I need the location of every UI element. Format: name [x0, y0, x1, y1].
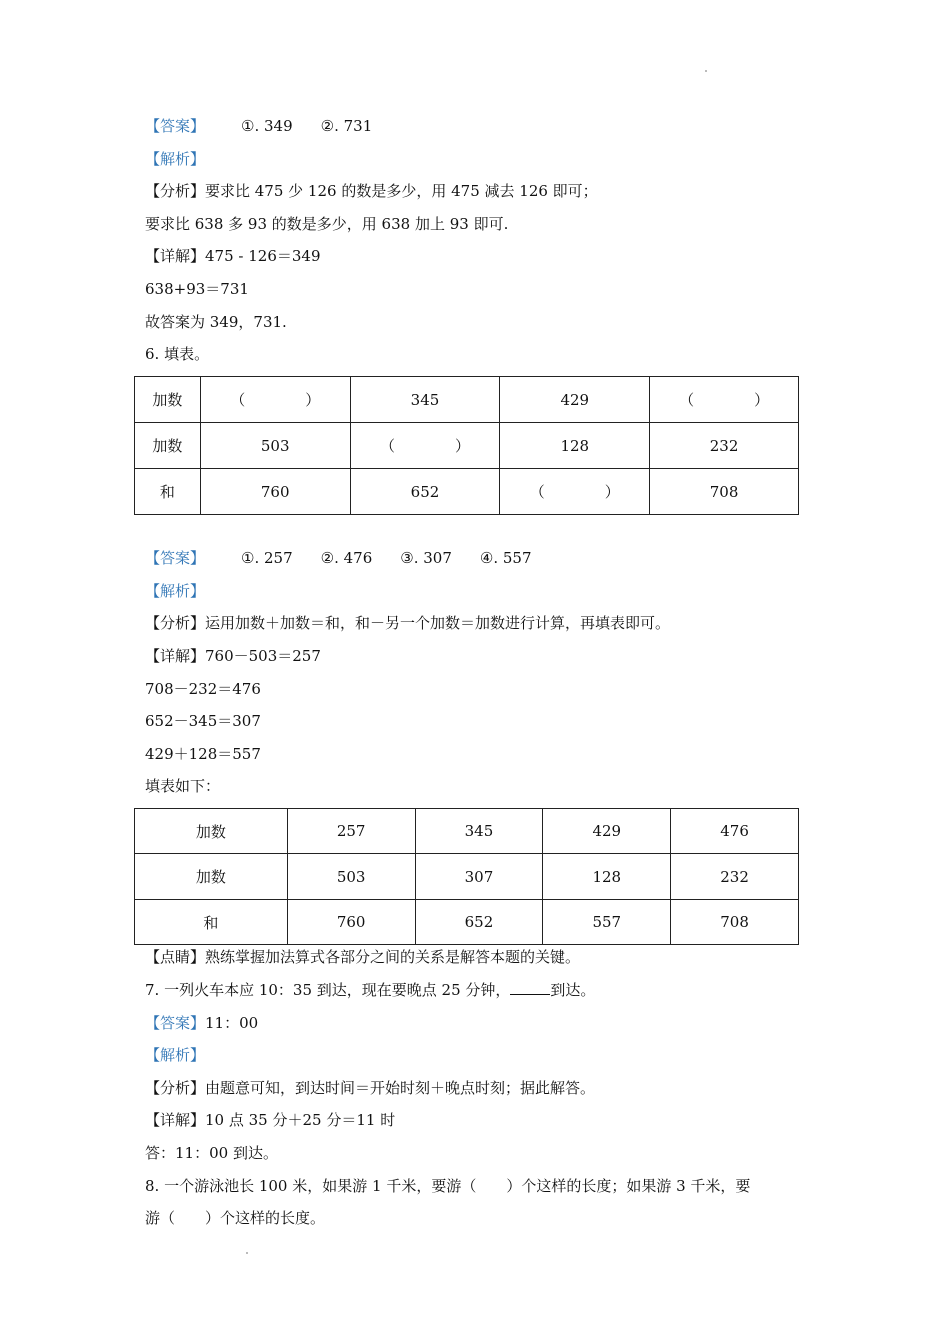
table-cell: 345	[415, 809, 543, 854]
table-cell: 加数	[135, 809, 288, 854]
detail-text: 429＋128＝557	[145, 745, 261, 763]
conclusion-text: 故答案为 349，731.	[145, 313, 287, 331]
table-cell: 429	[500, 377, 650, 423]
q5-answer-line	[145, 116, 372, 136]
question-text: 到达。	[550, 981, 596, 999]
reply-text: 答：11：00 到达。	[145, 1144, 278, 1162]
table-row	[135, 469, 799, 515]
detail-text: 【详解】10 点 35 分＋25 分＝11 时	[145, 1111, 396, 1129]
analysis-tag: 【解析】	[145, 150, 206, 168]
table-cell: 429	[543, 809, 671, 854]
dianjing-text: 【点睛】熟练掌握加法算式各部分之间的关系是解答本题的关键。	[145, 948, 581, 966]
table-cell: 和	[135, 900, 288, 945]
analysis-tag: 【解析】	[145, 1046, 206, 1064]
table-cell: 128	[543, 854, 671, 900]
q6-answer-line	[145, 548, 532, 568]
answer-item: ②. 731	[320, 117, 373, 135]
answer-tag: 【答案】	[145, 117, 206, 135]
table-row	[135, 423, 799, 469]
detail-text: 638+93＝731	[145, 280, 249, 298]
question-text: 7. 一列火车本应 10：35 到达，现在要晚点 25 分钟，	[145, 981, 511, 999]
table-cell: 和	[135, 469, 201, 515]
fill-table	[134, 376, 799, 515]
table-cell: （ ）	[500, 469, 650, 515]
table-row	[135, 809, 799, 854]
table-cell: 557	[543, 900, 671, 945]
table-cell: 128	[500, 423, 650, 469]
answer-item: ①. 349	[241, 117, 293, 135]
answer-blank	[510, 980, 550, 995]
fenxi-text: 要求比 638 多 93 的数是多少，用 638 加上 93 即可.	[145, 215, 509, 233]
table-cell: 503	[200, 423, 350, 469]
table-cell: 760	[287, 900, 415, 945]
fill-intro: 填表如下：	[145, 777, 221, 795]
scan-dot	[246, 1252, 248, 1254]
result-table	[134, 808, 799, 945]
table-row	[135, 377, 799, 423]
table-cell: （ ）	[200, 377, 350, 423]
table-cell: 760	[200, 469, 350, 515]
answer-tag: 【答案】	[145, 549, 206, 567]
table-cell: 307	[415, 854, 543, 900]
answer-item: ①. 257	[241, 549, 293, 567]
question-title: 6. 填表。	[145, 345, 210, 363]
table-cell: 232	[671, 854, 799, 900]
table-cell: 232	[650, 423, 799, 469]
detail-text: 【详解】475 - 126＝349	[145, 247, 321, 265]
answer-tag: 【答案】	[145, 1014, 206, 1032]
answer-item: ④. 557	[479, 549, 532, 567]
table-cell: 652	[350, 469, 500, 515]
fenxi-text: 【分析】要求比 475 少 126 的数是多少，用 475 减去 126 即可；	[145, 182, 598, 200]
scan-dot	[705, 70, 707, 72]
table-cell: （ ）	[350, 423, 500, 469]
table-cell: （ ）	[650, 377, 799, 423]
table-cell: 345	[350, 377, 500, 423]
table-row	[135, 854, 799, 900]
question-text: 游（ ）个这样的长度。	[145, 1209, 326, 1227]
fenxi-text: 【分析】运用加数＋加数＝和，和－另一个加数＝加数进行计算，再填表即可。	[145, 614, 671, 632]
table-cell: 加数	[135, 854, 288, 900]
detail-text: 652－345＝307	[145, 712, 261, 730]
table-cell: 503	[287, 854, 415, 900]
table-cell: 708	[650, 469, 799, 515]
answer-item: ②. 476	[320, 549, 373, 567]
table-cell: 652	[415, 900, 543, 945]
detail-text: 708－232＝476	[145, 680, 261, 698]
table-cell: 257	[287, 809, 415, 854]
fenxi-text: 【分析】由题意可知，到达时间＝开始时刻＋晚点时刻；据此解答。	[145, 1079, 596, 1097]
table-row	[135, 900, 799, 945]
question-title: 8. 一个游泳池长 100 米，如果游 1 千米，要游（ ）个这样的长度；如果游 3 千米，要	[145, 1177, 751, 1195]
detail-text: 【详解】760－503＝257	[145, 647, 321, 665]
answer-item: ③. 307	[400, 549, 452, 567]
table-cell: 476	[671, 809, 799, 854]
table-cell: 708	[671, 900, 799, 945]
table-cell: 加数	[135, 423, 201, 469]
answer-item: 11：00	[205, 1014, 259, 1032]
question-title	[145, 980, 595, 1000]
q7-answer-line	[145, 1013, 258, 1033]
analysis-tag: 【解析】	[145, 582, 206, 600]
table-cell: 加数	[135, 377, 201, 423]
